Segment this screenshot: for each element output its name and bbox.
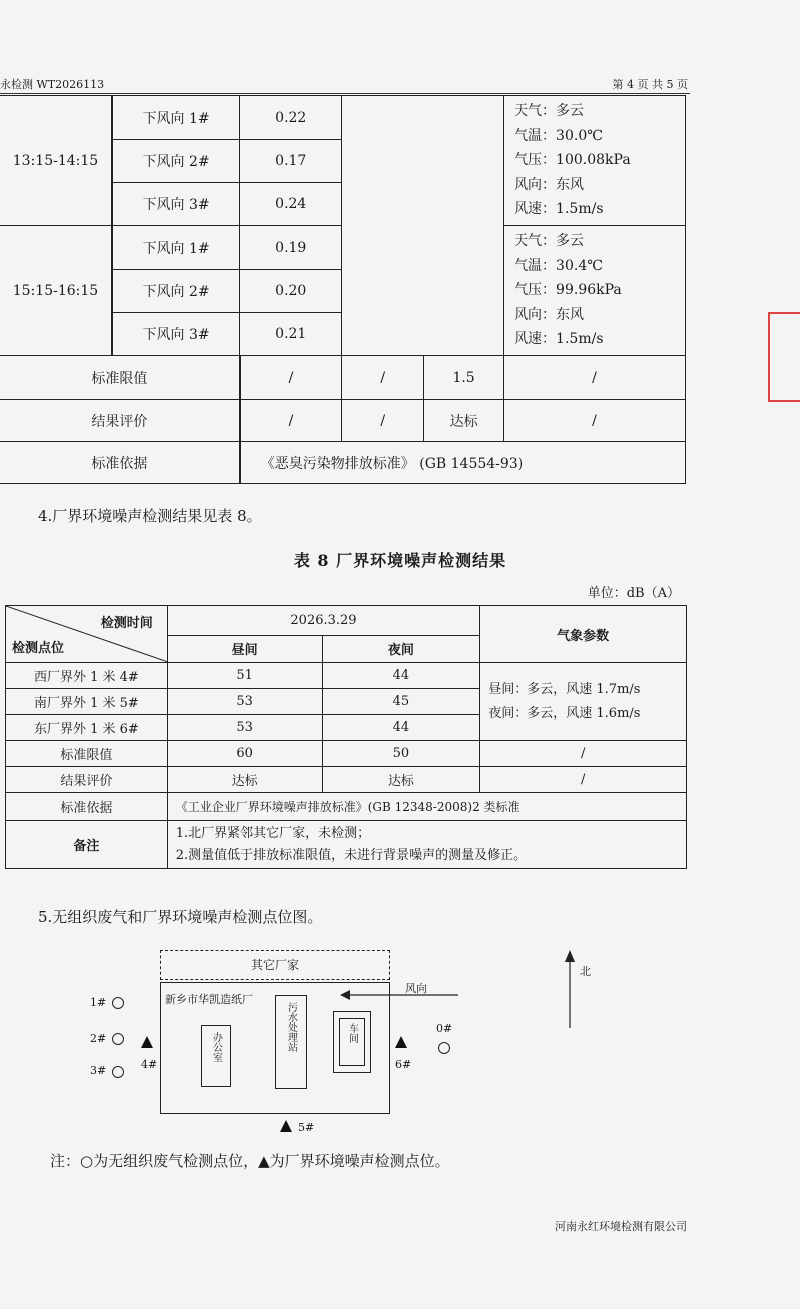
other-factory-box <box>160 950 390 980</box>
page-number: 第 4 页 共 5 页 <box>612 78 688 91</box>
weather-line: 天气：多云 <box>514 233 585 250</box>
weather-line: 气压：100.08kPa <box>514 152 631 169</box>
north-arrow-icon <box>563 950 577 1030</box>
point-cell: 下风向 2# <box>112 140 240 183</box>
treatment-box <box>275 995 307 1089</box>
map-legend: 注：○为无组织废气检测点位，▲为厂界环境噪声检测点位。 <box>50 1152 450 1170</box>
section-5-heading: 5.无组织废气和厂界环境噪声检测点位图。 <box>38 908 323 926</box>
point-cell: 下风向 1# <box>112 96 240 140</box>
eval-value: / <box>342 400 424 442</box>
limit-value: 1.5 <box>424 356 504 400</box>
day-value: 53 <box>167 715 322 741</box>
basis-text: 《恶臭污染物排放标准》 (GB 14554-93) <box>240 442 686 484</box>
day-header: 昼间 <box>167 635 322 662</box>
noise-results-table <box>5 605 687 869</box>
weather-cell <box>504 226 686 356</box>
note-cell <box>167 821 686 869</box>
point-label: 0# <box>436 1022 453 1035</box>
weather-cell <box>480 663 687 741</box>
noise-point-icon <box>141 1036 153 1048</box>
air-point-icon <box>112 1033 124 1045</box>
noise-label: 6# <box>395 1058 412 1071</box>
eval-value: / <box>504 400 686 442</box>
eval-label: 结果评价 <box>6 767 168 793</box>
note-line: 1.北厂界紧邻其它厂家，未检测； <box>175 825 371 841</box>
weather-cell <box>504 96 686 226</box>
odor-results-table <box>0 95 686 484</box>
basis-text: 《工业企业厂界环境噪声排放标准》(GB 12348-2008)2 类标准 <box>167 793 686 821</box>
limit-label: 标准限值 <box>0 356 240 400</box>
noise-point-icon <box>280 1120 292 1132</box>
header-rule <box>0 93 690 94</box>
value-cell: 0.19 <box>240 226 342 270</box>
report-number: 永检测 WT2026113 <box>0 78 105 91</box>
basis-label: 标准依据 <box>0 442 240 484</box>
value-cell: 0.22 <box>240 96 342 140</box>
section-4-heading: 4.厂界环境噪声检测结果见表 8。 <box>38 507 262 525</box>
eval-weather: / <box>480 767 687 793</box>
treatment-label: 污水处理站 <box>285 1002 297 1052</box>
value-cell: 0.20 <box>240 270 342 313</box>
weather-line: 气温：30.0℃ <box>514 127 603 144</box>
limit-night: 50 <box>322 741 480 767</box>
note-label: 备注 <box>6 821 168 869</box>
noise-label: 5# <box>298 1121 315 1134</box>
point-cell: 东厂界外 1 米 6# <box>6 715 168 741</box>
empty-cell <box>342 96 504 356</box>
point-label: 1# <box>90 996 107 1009</box>
air-point-icon <box>112 997 124 1009</box>
point-cell: 西厂界外 1 米 4# <box>6 663 168 689</box>
weather-line: 昼间：多云，风速 1.7m/s <box>488 681 641 697</box>
wind-label: 风向 <box>405 982 427 995</box>
day-value: 53 <box>167 689 322 715</box>
weather-line: 气温：30.4℃ <box>514 257 603 274</box>
table-8-caption: 表 8 厂界环境噪声检测结果 <box>293 551 507 570</box>
eval-night: 达标 <box>322 767 480 793</box>
weather-line: 夜间：多云，风速 1.6m/s <box>488 705 641 721</box>
weather-header: 气象参数 <box>480 606 687 663</box>
workshop-label: 车间 <box>346 1023 358 1043</box>
point-cell: 下风向 1# <box>112 226 240 270</box>
unit-label: 单位：dB（A） <box>587 586 680 601</box>
limit-value: / <box>342 356 424 400</box>
point-cell: 下风向 3# <box>112 183 240 226</box>
limit-label: 标准限值 <box>6 741 168 767</box>
weather-line: 风向：东风 <box>514 176 585 193</box>
night-value: 44 <box>322 715 480 741</box>
weather-line: 天气：多云 <box>514 103 585 120</box>
night-value: 45 <box>322 689 480 715</box>
header-point: 检测点位 <box>12 641 65 656</box>
limit-day: 60 <box>167 741 322 767</box>
time-cell: 13:15-14:15 <box>0 96 112 226</box>
night-header: 夜间 <box>322 635 480 662</box>
eval-value: / <box>240 400 342 442</box>
value-cell: 0.24 <box>240 183 342 226</box>
noise-point-icon <box>395 1036 407 1048</box>
point-cell: 下风向 2# <box>112 270 240 313</box>
limit-weather: / <box>480 741 687 767</box>
diagonal-header <box>6 606 168 663</box>
point-label: 2# <box>90 1032 107 1045</box>
eval-value: 达标 <box>424 400 504 442</box>
point-cell: 下风向 3# <box>112 313 240 356</box>
time-cell: 15:15-16:15 <box>0 226 112 356</box>
point-label: 3# <box>90 1064 107 1077</box>
night-value: 44 <box>322 663 480 689</box>
point-cell: 南厂界外 1 米 5# <box>6 689 168 715</box>
workshop-inner <box>339 1018 365 1066</box>
office-box <box>201 1025 231 1087</box>
basis-label: 标准依据 <box>6 793 168 821</box>
noise-label: 4# <box>141 1058 158 1071</box>
day-value: 51 <box>167 663 322 689</box>
wind-arrow-icon <box>338 988 460 1002</box>
value-cell: 0.21 <box>240 313 342 356</box>
weather-line: 气压：99.96kPa <box>514 282 622 299</box>
date-cell: 2026.3.29 <box>167 606 480 636</box>
factory-label: 新乡市华凯造纸厂 <box>165 993 253 1006</box>
eval-day: 达标 <box>167 767 322 793</box>
header-time: 检测时间 <box>100 616 153 631</box>
workshop-box <box>333 1011 371 1073</box>
limit-value: / <box>504 356 686 400</box>
company-footer: 河南永红环境检测有限公司 <box>555 1220 687 1233</box>
office-label: 办公室 <box>210 1032 222 1062</box>
eval-label: 结果评价 <box>0 400 240 442</box>
weather-line: 风向：东风 <box>514 306 585 323</box>
limit-value: / <box>240 356 342 400</box>
north-label: 北 <box>580 965 591 978</box>
other-factory-label: 其它厂家 <box>250 958 299 972</box>
air-point-icon <box>112 1066 124 1078</box>
note-line: 2.测量值低于排放标准限值，未进行背景噪声的测量及修正。 <box>175 847 527 863</box>
air-point-icon <box>438 1042 450 1054</box>
red-seal-stamp <box>768 312 800 402</box>
weather-line: 风速：1.5m/s <box>514 331 604 348</box>
weather-line: 风速：1.5m/s <box>514 201 604 218</box>
value-cell: 0.17 <box>240 140 342 183</box>
